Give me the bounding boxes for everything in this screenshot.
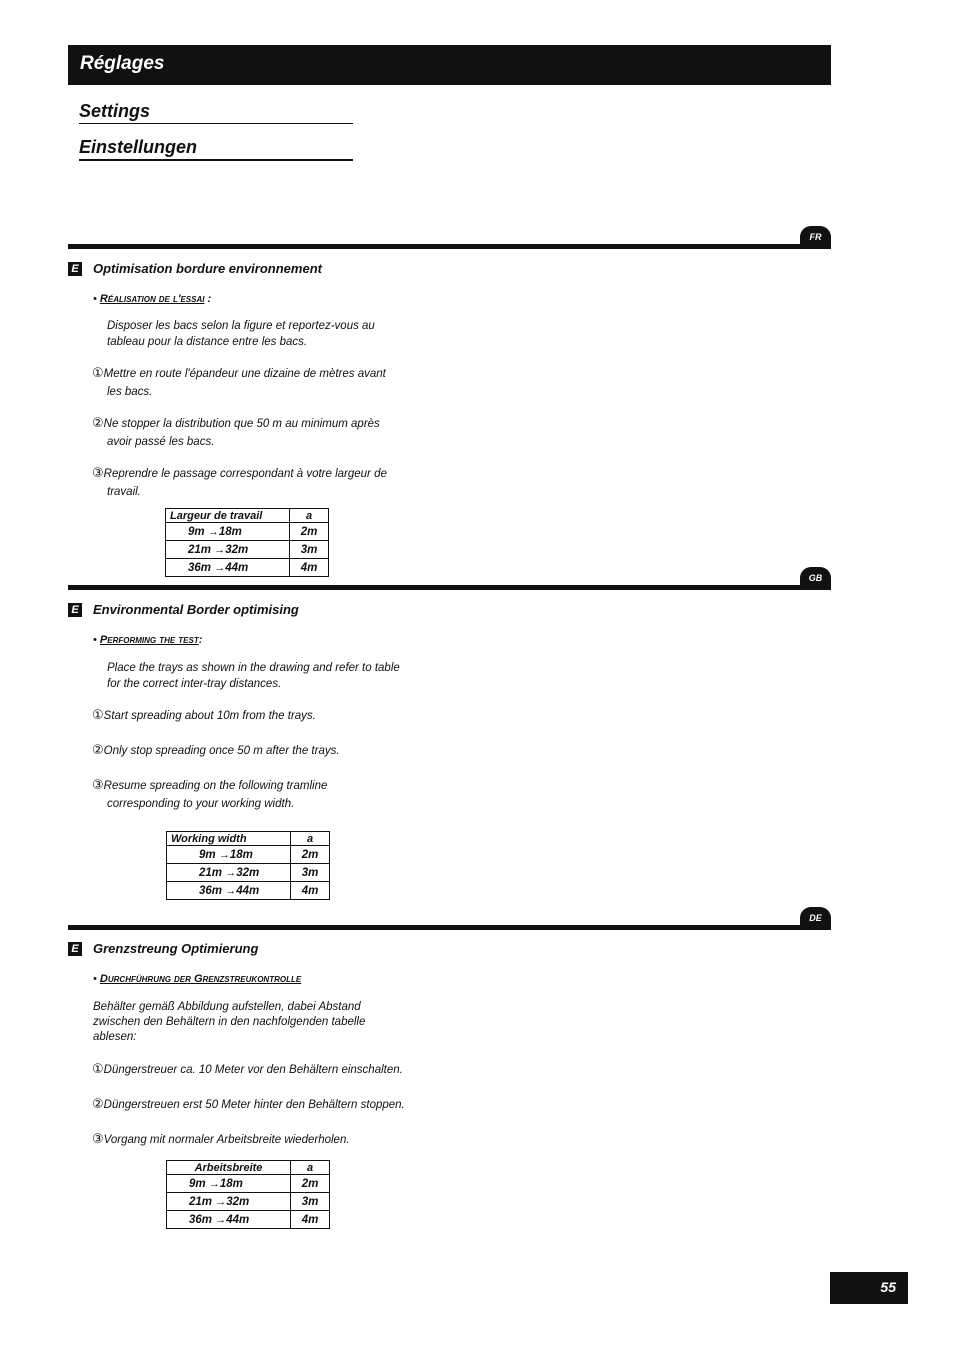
section-title: Environmental Border optimising xyxy=(93,602,299,617)
intro-paragraph: Behälter gemäß Abbildung aufstellen, dabei Abstand zwischen den Behältern in den nachfolgenden tabelle ablesen: xyxy=(93,1001,366,1043)
section-divider xyxy=(68,585,831,590)
table-row: 36m →44m 4m xyxy=(167,882,330,900)
table-header-row: Arbeitsbreite a xyxy=(167,1161,330,1175)
page-number: 55 xyxy=(830,1272,908,1304)
section-badge: E xyxy=(68,262,82,276)
intro-paragraph: Disposer les bacs selon la figure et reportez-vous au tableau pour la distance entre les bacs. xyxy=(107,320,375,348)
step-2: ②Ne stopper la distribution que 50 m au minimum après avoir passé les bacs. xyxy=(92,415,380,448)
page-title: Réglages xyxy=(80,53,165,74)
lang-tab-fr: FR xyxy=(800,226,831,247)
step-1: ①Start spreading about 10m from the trays. xyxy=(92,707,316,722)
section-title: Optimisation bordure environnement xyxy=(93,261,322,276)
table-row: 21m →32m 3m xyxy=(166,541,329,559)
table-row: 21m →32m 3m xyxy=(167,864,330,882)
section-divider xyxy=(68,925,831,930)
step-3: ③Resume spreading on the following tramline corresponding to your working width. xyxy=(92,777,328,810)
table-row: 21m →32m 3m xyxy=(167,1193,330,1211)
table-header-row: Working width a xyxy=(167,832,330,846)
bullet-heading: • Réalisation de l'essai : xyxy=(93,293,212,305)
step-3: ③Vorgang mit normaler Arbeitsbreite wiederholen. xyxy=(92,1131,350,1146)
lang-tab-de: DE xyxy=(800,907,831,928)
subtitle-einstellungen: Einstellungen xyxy=(79,137,353,161)
step-2: ②Düngerstreuen erst 50 Meter hinter den Behältern stoppen. xyxy=(92,1096,405,1111)
step-3: ③Reprendre le passage correspondant à votre largeur de travail. xyxy=(92,465,387,498)
spacing-table xyxy=(166,1160,330,1229)
table-row: 36m →44m 4m xyxy=(167,1211,330,1229)
section-gb xyxy=(68,567,832,907)
intro-paragraph: Place the trays as shown in the drawing and refer to table for the correct inter-tray distances. xyxy=(107,662,400,690)
table-row: 9m →18m 2m xyxy=(167,1175,330,1193)
header-bar xyxy=(68,45,831,85)
section-badge: E xyxy=(68,603,82,617)
section-badge: E xyxy=(68,942,82,956)
section-title: Grenzstreung Optimierung xyxy=(93,941,259,956)
table-row: 36m →44m 4m xyxy=(166,559,329,577)
section-de xyxy=(68,907,832,1247)
step-2: ②Only stop spreading once 50 m after the trays. xyxy=(92,742,340,757)
section-fr xyxy=(68,226,832,586)
table-header-row: Largeur de travail a xyxy=(166,509,329,523)
section-divider xyxy=(68,244,831,249)
table-row: 9m →18m 2m xyxy=(166,523,329,541)
step-1: ①Mettre en route l'épandeur une dizaine de mètres avant les bacs. xyxy=(92,365,386,398)
bullet-heading: • Performing the test: xyxy=(93,634,203,646)
subtitle-settings: Settings xyxy=(79,101,353,124)
bullet-heading: • Durchführung der Grenzstreukontrolle xyxy=(93,973,302,985)
lang-tab-gb: GB xyxy=(800,567,831,588)
table-row: 9m →18m 2m xyxy=(167,846,330,864)
spacing-table xyxy=(166,831,330,900)
step-1: ①Düngerstreuer ca. 10 Meter vor den Behältern einschalten. xyxy=(92,1061,403,1076)
